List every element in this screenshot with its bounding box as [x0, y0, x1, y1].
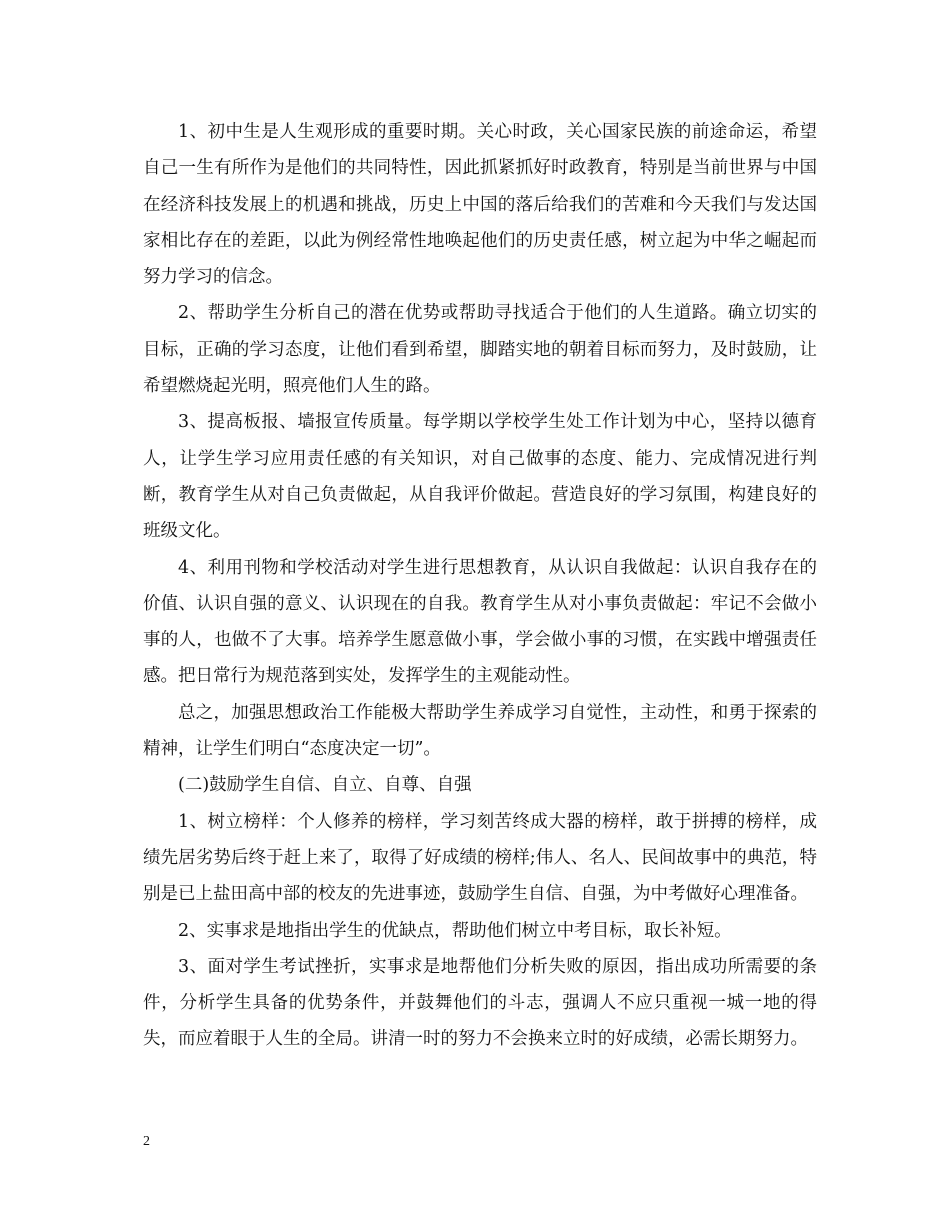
- paragraph: 4、利用刊物和学校活动对学生进行思想教育，从认识自我做起：认识自我存在的价值、认识自强的意义、认识现在的自我。教育学生从对小事负责做起：牢记不会做小事的人，也做不了大事。培养学生愿意做小事，学会做小事的习惯，在实践中增强责任感。把日常行为规范落到实处，发挥学生的主观能动性。: [143, 557, 817, 687]
- paragraph: 2、帮助学生分析自己的潜在优势或帮助寻找适合于他们的人生道路。确立切实的目标，正确的学习态度，让他们看到希望，脚踏实地的朝着目标而努力，及时鼓励，让希望燃烧起光明，照亮他们人生的路。: [143, 303, 817, 397]
- paragraph: 2、实事求是地指出学生的优缺点，帮助他们树立中考目标，取长补短。: [178, 920, 732, 941]
- paragraph: 总之，加强思想政治工作能极大帮助学生养成学习自觉性，主动性，和勇于探索的精神，让学生们明白“态度决定一切”。: [143, 702, 817, 760]
- paragraph: 1、初中生是人生观形成的重要时期。关心时政，关心国家民族的前途命运，希望自己一生有所作为是他们的共同特性，因此抓紧抓好时政教育，特别是当前世界与中国在经济科技发展上的机遇和挑战，历史上中国的落后给我们的苦难和今天我们与发达国家相比存在的差距，以此为例经常性地唤起他们的历史责任感，树立起为中华之崛起而努力学习的信念。: [143, 122, 817, 288]
- paragraph: 3、提高板报、墙报宣传质量。每学期以学校学生处工作计划为中心，坚持以德育人，让学生学习应用责任感的有关知识，对自己做事的态度、能力、完成情况进行判断，教育学生从对自己负责做起，从自我评价做起。营造良好的学习氛围，构建良好的班级文化。: [143, 412, 817, 542]
- document-body: [143, 114, 817, 1058]
- section-heading: (二)鼓励学生自信、自立、自尊、自强: [178, 775, 472, 796]
- paragraph: 3、面对学生考试挫折，实事求是地帮他们分析失败的原因，指出成功所需要的条件，分析学生具备的优势条件，并鼓舞他们的斗志，强调人不应只重视一城一地的得失，而应着眼于人生的全局。讲清一时的努力不会换来立时的好成绩，必需长期努力。: [143, 956, 817, 1050]
- page-number: 2: [143, 1134, 150, 1149]
- paragraph: 1、树立榜样：个人修养的榜样，学习刻苦终成大器的榜样，敢于拼搏的榜样，成绩先居劣势后终于赶上来了，取得了好成绩的榜样;伟人、名人、民间故事中的典范，特别是已上盐田高中部的校友的先进事迹，鼓励学生自信、自强，为中考做好心理准备。: [143, 811, 817, 905]
